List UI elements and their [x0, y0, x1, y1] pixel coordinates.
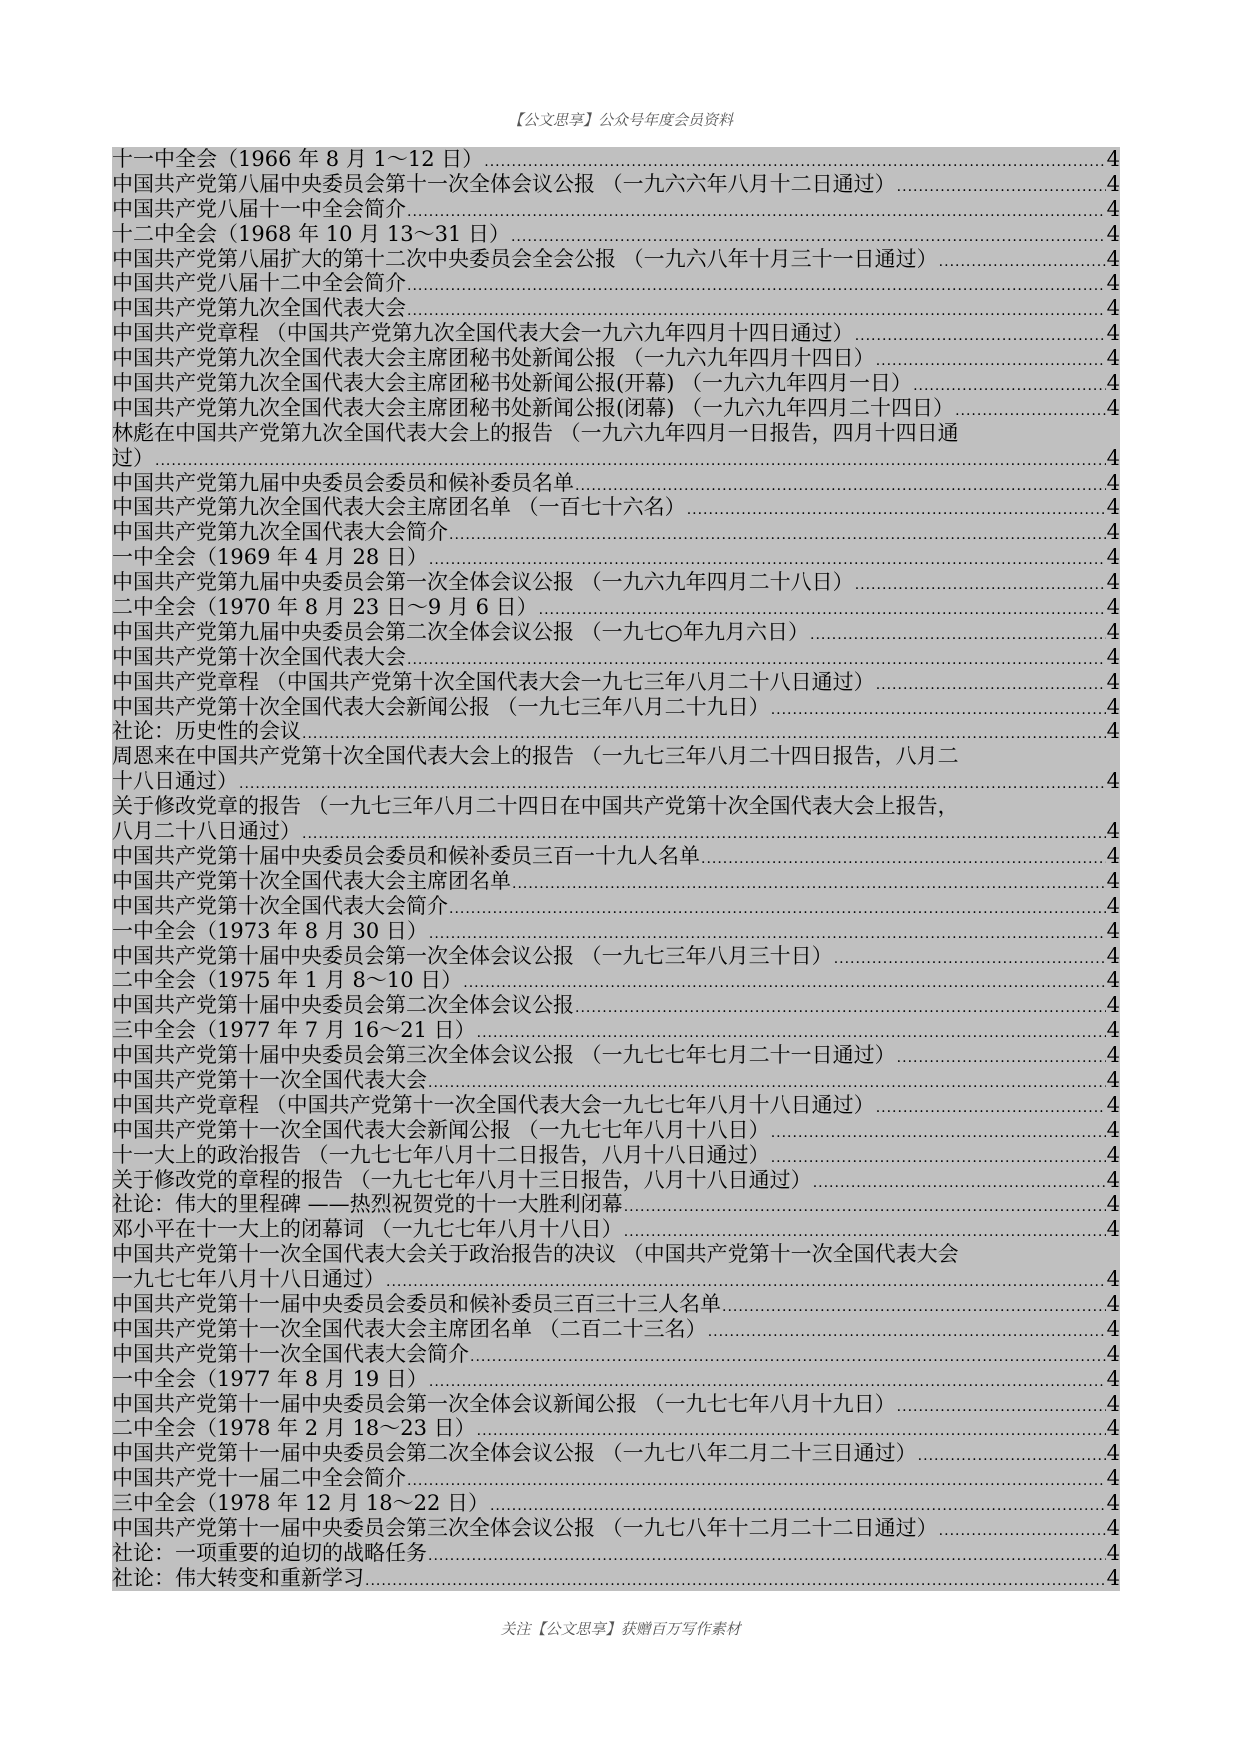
- toc-entry-title: 中国共产党第十一届中央委员会委员和候补委员三百三十三人名单: [112, 1291, 721, 1316]
- toc-entry-title: 中国共产党第十次全国代表大会简介: [112, 893, 448, 918]
- toc-entry-title: 二中全会（1975 年 1 月 8～10 日）: [112, 968, 463, 993]
- toc-entry-title: 中国共产党第十一次全国代表大会主席团名单 （二百二十三名）: [112, 1316, 707, 1341]
- toc-leader-dots: [575, 474, 1106, 496]
- toc-entry-title: 中国共产党第十一次全国代表大会关于政治报告的决议 （中国共产党第十一次全国代表大会: [112, 1242, 959, 1267]
- toc-leader-dots: [511, 225, 1106, 247]
- toc-entry-title: 林彪在中国共产党第九次全国代表大会上的报告 （一九六九年四月一日报告，四月十四日通: [112, 420, 959, 445]
- toc-leader-dots: [918, 1444, 1106, 1466]
- toc-page-number: 4: [1106, 819, 1120, 844]
- toc-entry-title: 中国共产党第十次全国代表大会新闻公报 （一九七三年八月二十九日）: [112, 694, 770, 719]
- toc-entry[interactable]: [112, 1118, 1120, 1143]
- toc-leader-dots: [539, 598, 1106, 620]
- toc-entry[interactable]: [112, 421, 1120, 471]
- toc-entry-title: 一中全会（1977 年 8 月 19 日）: [112, 1366, 428, 1391]
- toc-page-number: 4: [1106, 669, 1120, 694]
- toc-page-number: 4: [1106, 1291, 1120, 1316]
- toc-leader-dots: [897, 1046, 1106, 1068]
- toc-entry[interactable]: [112, 944, 1120, 969]
- toc-leader-dots: [913, 374, 1106, 396]
- toc-leader-dots: [407, 200, 1106, 222]
- toc-leader-dots: [490, 1494, 1106, 1516]
- toc-entry-title: 二中全会（1970 年 8 月 23 日～9 月 6 日）: [112, 595, 538, 620]
- toc-leader-dots: [449, 523, 1106, 545]
- toc-page-number: 4: [1106, 1117, 1120, 1142]
- toc-leader-dots: [477, 1419, 1106, 1441]
- toc-leader-dots: [512, 872, 1106, 894]
- toc-page-number: 4: [1106, 595, 1120, 620]
- toc-leader-dots: [407, 274, 1106, 296]
- toc-leader-dots: [429, 548, 1106, 570]
- toc-entry-title: 中国共产党第九次全国代表大会简介: [112, 520, 448, 545]
- toc-entry-title: 中国共产党第十一届中央委员会第三次全体会议公报 （一九七八年十二月二十二日通过）: [112, 1515, 938, 1540]
- toc-entry[interactable]: [112, 1242, 1120, 1292]
- toc-leader-dots: [876, 349, 1106, 371]
- toc-entry[interactable]: [112, 1068, 1120, 1093]
- toc-entry-title: 邓小平在十一大上的闭幕词 （一九七七年八月十八日）: [112, 1217, 623, 1242]
- toc-entry-title: 一中全会（1969 年 4 月 28 日）: [112, 545, 428, 570]
- toc-entry-title: 中国共产党十一届二中全会简介: [112, 1466, 406, 1491]
- toc-page-number: 4: [1106, 1192, 1120, 1217]
- toc-page-number: 4: [1106, 918, 1120, 943]
- toc-entry-title: 周恩来在中国共产党第十次全国代表大会上的报告 （一九七三年八月二十四日报告，八月二: [112, 744, 959, 769]
- toc-entry[interactable]: [112, 1516, 1120, 1541]
- toc-entry-title: 中国共产党章程 （中国共产党第十一次全国代表大会一九七七年八月十八日通过）: [112, 1092, 875, 1117]
- toc-entry[interactable]: [112, 197, 1120, 222]
- toc-leader-dots: [365, 1569, 1106, 1591]
- toc-entry[interactable]: [112, 1018, 1120, 1043]
- toc-entry-title: 中国共产党第十届中央委员会第二次全体会议公报: [112, 993, 574, 1018]
- toc-page-number: 4: [1106, 470, 1120, 495]
- toc-entry-title: 社论：一项重要的迫切的战略任务: [112, 1540, 427, 1565]
- toc-page-number: 4: [1106, 445, 1120, 470]
- toc-entry[interactable]: [112, 1491, 1120, 1516]
- toc-entry-title: 十一中全会（1966 年 8 月 1～12 日）: [112, 147, 484, 171]
- toc-entry-title: 中国共产党第九次全国代表大会主席团秘书处新闻公报 （一九六九年四月十四日）: [112, 346, 875, 371]
- toc-entry[interactable]: [112, 993, 1120, 1018]
- toc-entry-title: 中国共产党第九次全国代表大会: [112, 296, 406, 321]
- toc-entry[interactable]: [112, 1441, 1120, 1466]
- toc-entry[interactable]: [112, 321, 1120, 346]
- toc-entry[interactable]: [112, 1367, 1120, 1392]
- toc-leader-dots: [477, 1021, 1106, 1043]
- toc-page-number: 4: [1106, 843, 1120, 868]
- toc-entry[interactable]: [112, 869, 1120, 894]
- toc-page-number: 4: [1106, 719, 1120, 744]
- toc-leader-dots: [407, 648, 1106, 670]
- toc-page-number: 4: [1106, 296, 1120, 321]
- toc-entry[interactable]: [112, 1392, 1120, 1417]
- toc-leader-dots: [701, 847, 1106, 869]
- toc-leader-dots: [855, 573, 1106, 595]
- toc-page-number: 4: [1106, 1565, 1120, 1590]
- toc-leader-dots: [463, 971, 1105, 993]
- toc-leader-dots: [449, 897, 1106, 919]
- toc-page-number: 4: [1106, 968, 1120, 993]
- toc-entry-title: 中国共产党章程 （中国共产党第九次全国代表大会一九六九年四月十四日通过）: [112, 321, 854, 346]
- toc-leader-dots: [484, 150, 1105, 172]
- toc-page-number: 4: [1106, 644, 1120, 669]
- toc-leader-dots: [386, 1270, 1106, 1292]
- toc-entry-title: 中国共产党第九次全国代表大会主席团秘书处新闻公报(闭幕) （一九六九年四月二十四日）: [112, 395, 955, 420]
- page-header: 【公文思享】公众号年度会员资料: [507, 111, 733, 129]
- toc-entry[interactable]: [112, 894, 1120, 919]
- toc-entry-title-cont: 过）: [112, 445, 154, 470]
- toc-leader-dots: [955, 399, 1106, 421]
- toc-leader-dots: [687, 498, 1106, 520]
- toc-entry-title: 中国共产党八届十二中全会简介: [112, 271, 406, 296]
- toc-entry-title: 中国共产党第八届扩大的第十二次中央委员会全会公报 （一九六八年十月三十一日通过）: [112, 246, 938, 271]
- toc-page-number: 4: [1106, 395, 1120, 420]
- toc-leader-dots: [624, 1195, 1106, 1217]
- toc-page-number: 4: [1106, 943, 1120, 968]
- toc-page-number: 4: [1106, 196, 1120, 221]
- toc-entry[interactable]: [112, 1043, 1120, 1068]
- toc-entry[interactable]: [112, 396, 1120, 421]
- toc-entry-title: 中国共产党第十届中央委员会委员和候补委员三百一十九人名单: [112, 843, 700, 868]
- toc-page-number: 4: [1106, 1466, 1120, 1491]
- toc-entry[interactable]: [112, 1292, 1120, 1317]
- toc-page-number: 4: [1106, 1092, 1120, 1117]
- toc-leader-dots: [239, 772, 1106, 794]
- toc-leader-dots: [810, 623, 1106, 645]
- toc-entry[interactable]: [112, 271, 1120, 296]
- toc-page-number: 4: [1106, 545, 1120, 570]
- toc-entry[interactable]: [112, 371, 1120, 396]
- toc-entry[interactable]: [112, 147, 1120, 172]
- toc-entry-title: 三中全会（1978 年 12 月 18～22 日）: [112, 1491, 489, 1516]
- toc-entry-title: 十一大上的政治报告 （一九七七年八月十二日报告，八月十八日通过）: [112, 1142, 770, 1167]
- toc-entry[interactable]: [112, 1168, 1120, 1193]
- toc-entry[interactable]: [112, 1317, 1120, 1342]
- toc-entry-title: 社论：伟大转变和重新学习: [112, 1565, 364, 1590]
- toc-page-number: 4: [1106, 1416, 1120, 1441]
- toc-entry-title: 十二中全会（1968 年 10 月 13～31 日）: [112, 221, 510, 246]
- toc-entry[interactable]: [112, 1093, 1120, 1118]
- toc-entry-title: 中国共产党第十一次全国代表大会新闻公报 （一九七七年八月十八日）: [112, 1117, 770, 1142]
- toc-entry-title: 中国共产党第九次全国代表大会主席团秘书处新闻公报(开幕) （一九六九年四月一日）: [112, 371, 913, 396]
- toc-page-number: 4: [1106, 1491, 1120, 1516]
- toc-leader-dots: [575, 996, 1106, 1018]
- toc-leader-dots: [624, 1220, 1106, 1242]
- toc-leader-dots: [429, 1370, 1106, 1392]
- toc-page-number: 4: [1106, 1391, 1120, 1416]
- toc-entry-title: 二中全会（1978 年 2 月 18～23 日）: [112, 1416, 476, 1441]
- toc-page-number: 4: [1106, 1167, 1120, 1192]
- toc-page-number: 4: [1106, 769, 1120, 794]
- toc-entry[interactable]: [112, 645, 1120, 670]
- toc-page-number: 4: [1106, 321, 1120, 346]
- toc-leader-dots: [407, 299, 1106, 321]
- toc-entry[interactable]: [112, 520, 1120, 545]
- toc-entry-title: 中国共产党第九届中央委员会第一次全体会议公报 （一九六九年四月二十八日）: [112, 570, 854, 595]
- toc-leader-dots: [428, 1544, 1106, 1566]
- toc-entry[interactable]: [112, 968, 1120, 993]
- page-footer: 关注【公文思享】获赠百万写作素材: [500, 1620, 741, 1638]
- toc-entry[interactable]: [112, 471, 1120, 496]
- toc-leader-dots: [722, 1295, 1106, 1317]
- toc-page-number: 4: [1106, 893, 1120, 918]
- toc-page-number: 4: [1106, 271, 1120, 296]
- toc-page-number: 4: [1106, 171, 1120, 196]
- toc-page-number: 4: [1106, 993, 1120, 1018]
- toc-page-number: 4: [1106, 868, 1120, 893]
- toc-leader-dots: [855, 324, 1106, 346]
- toc-entry[interactable]: [112, 1217, 1120, 1242]
- toc-entry[interactable]: [112, 545, 1120, 570]
- toc-page-number: 4: [1106, 1540, 1120, 1565]
- toc-page-number: 4: [1106, 246, 1120, 271]
- toc-leader-dots: [302, 722, 1106, 744]
- toc-leader-dots: [302, 822, 1106, 844]
- toc-entry-title: 中国共产党第十次全国代表大会: [112, 644, 406, 669]
- toc-page-number: 4: [1106, 1316, 1120, 1341]
- toc-entry-title: 社论：历史性的会议: [112, 719, 301, 744]
- toc-entry[interactable]: [112, 744, 1120, 794]
- toc-page-number: 4: [1106, 570, 1120, 595]
- toc-entry[interactable]: [112, 670, 1120, 695]
- toc-leader-dots: [407, 1469, 1106, 1491]
- toc-entry[interactable]: [112, 844, 1120, 869]
- toc-entry[interactable]: [112, 172, 1120, 197]
- toc-page-number: 4: [1106, 346, 1120, 371]
- table-of-contents: [112, 147, 1120, 1591]
- toc-entry[interactable]: [112, 296, 1120, 321]
- toc-leader-dots: [155, 449, 1106, 471]
- toc-entry[interactable]: [112, 620, 1120, 645]
- toc-entry[interactable]: [112, 719, 1120, 744]
- toc-leader-dots: [428, 1071, 1106, 1093]
- toc-entry-title: 中国共产党章程 （中国共产党第十次全国代表大会一九七三年八月二十八日通过）: [112, 669, 875, 694]
- toc-page-number: 4: [1106, 1366, 1120, 1391]
- toc-entry-title: 中国共产党第九次全国代表大会主席团名单 （一百七十六名）: [112, 495, 686, 520]
- toc-entry-title: 中国共产党第十一次全国代表大会简介: [112, 1341, 469, 1366]
- toc-leader-dots: [876, 673, 1106, 695]
- toc-page-number: 4: [1106, 1142, 1120, 1167]
- toc-entry[interactable]: [112, 1566, 1120, 1591]
- toc-entry[interactable]: [112, 247, 1120, 272]
- toc-entry[interactable]: [112, 495, 1120, 520]
- toc-entry-title: 关于修改党章的报告 （一九七三年八月二十四日在中国共产党第十次全国代表大会上报告，: [112, 794, 959, 819]
- toc-leader-dots: [771, 1146, 1106, 1168]
- toc-page-number: 4: [1106, 694, 1120, 719]
- toc-entry-title: 三中全会（1977 年 7 月 16～21 日）: [112, 1018, 476, 1043]
- toc-entry-title: 中国共产党第十一次全国代表大会: [112, 1067, 427, 1092]
- toc-entry-title: 中国共产党第九届中央委员会委员和候补委员名单: [112, 470, 574, 495]
- toc-page-number: 4: [1106, 1067, 1120, 1092]
- toc-page-number: 4: [1106, 495, 1120, 520]
- toc-leader-dots: [939, 250, 1106, 272]
- toc-entry[interactable]: [112, 1416, 1120, 1441]
- toc-leader-dots: [834, 947, 1106, 969]
- toc-entry[interactable]: [112, 1342, 1120, 1367]
- toc-entry[interactable]: [112, 222, 1120, 247]
- toc-page-number: 4: [1106, 1341, 1120, 1366]
- toc-entry[interactable]: [112, 794, 1120, 844]
- toc-entry-title: 中国共产党第十一届中央委员会第二次全体会议公报 （一九七八年二月二十三日通过）: [112, 1441, 917, 1466]
- toc-entry[interactable]: [112, 346, 1120, 371]
- toc-page-number: 4: [1106, 147, 1120, 171]
- toc-leader-dots: [429, 922, 1106, 944]
- toc-leader-dots: [813, 1171, 1106, 1193]
- toc-entry-title-cont: 八月二十八日通过）: [112, 819, 301, 844]
- toc-page-number: 4: [1106, 619, 1120, 644]
- toc-page-number: 4: [1106, 371, 1120, 396]
- toc-page-number: 4: [1106, 1515, 1120, 1540]
- toc-entry[interactable]: [112, 1143, 1120, 1168]
- toc-entry[interactable]: [112, 695, 1120, 720]
- toc-entry[interactable]: [112, 919, 1120, 944]
- toc-page-number: 4: [1106, 520, 1120, 545]
- toc-entry-title: 中国共产党八届十一中全会简介: [112, 196, 406, 221]
- toc-leader-dots: [897, 175, 1106, 197]
- toc-entry-title: 中国共产党第十次全国代表大会主席团名单: [112, 868, 511, 893]
- toc-page-number: 4: [1106, 1043, 1120, 1068]
- toc-entry-title: 一中全会（1973 年 8 月 30 日）: [112, 918, 428, 943]
- toc-entry-title: 中国共产党第十届中央委员会第一次全体会议公报 （一九七三年八月三十日）: [112, 943, 833, 968]
- toc-entry[interactable]: [112, 570, 1120, 595]
- toc-page-number: 4: [1106, 1267, 1120, 1292]
- toc-entry-title-cont: 十八日通过）: [112, 769, 238, 794]
- toc-leader-dots: [939, 1519, 1106, 1541]
- toc-entry-title: 中国共产党第八届中央委员会第十一次全体会议公报 （一九六六年八月十二日通过）: [112, 171, 896, 196]
- toc-page-number: 4: [1106, 1018, 1120, 1043]
- toc-entry[interactable]: [112, 1192, 1120, 1217]
- toc-entry-title: 中国共产党第十届中央委员会第三次全体会议公报 （一九七七年七月二十一日通过）: [112, 1043, 896, 1068]
- toc-leader-dots: [897, 1395, 1106, 1417]
- toc-entry-title-cont: 一九七七年八月十八日通过）: [112, 1267, 385, 1292]
- toc-page-number: 4: [1106, 221, 1120, 246]
- toc-entry-title: 中国共产党第十一届中央委员会第一次全体会议新闻公报 （一九七七年八月十九日）: [112, 1391, 896, 1416]
- toc-page-number: 4: [1106, 1441, 1120, 1466]
- toc-leader-dots: [771, 698, 1106, 720]
- toc-entry[interactable]: [112, 1466, 1120, 1491]
- toc-entry-title: 关于修改党的章程的报告 （一九七七年八月十三日报告，八月十八日通过）: [112, 1167, 812, 1192]
- toc-leader-dots: [470, 1345, 1106, 1367]
- toc-leader-dots: [771, 1121, 1106, 1143]
- toc-page-number: 4: [1106, 1217, 1120, 1242]
- toc-entry[interactable]: [112, 1541, 1120, 1566]
- toc-entry-title: 中国共产党第九届中央委员会第二次全体会议公报 （一九七○年九月六日）: [112, 619, 809, 644]
- toc-entry[interactable]: [112, 595, 1120, 620]
- toc-leader-dots: [876, 1096, 1106, 1118]
- toc-leader-dots: [708, 1320, 1106, 1342]
- toc-entry-title: 社论：伟大的里程碑 ——热烈祝贺党的十一大胜利闭幕: [112, 1192, 623, 1217]
